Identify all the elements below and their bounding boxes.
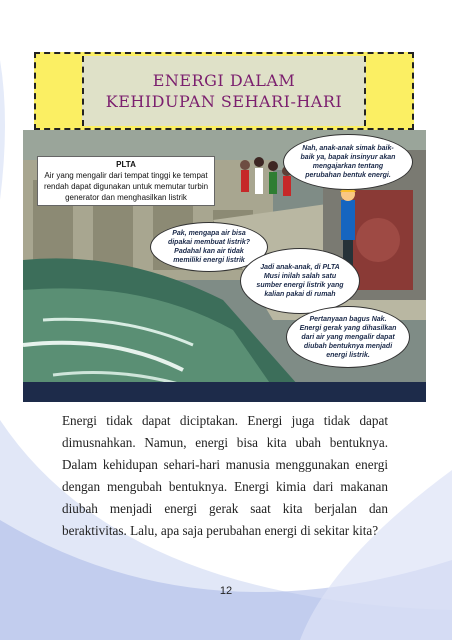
plta-info-box — [37, 156, 215, 206]
title-inner-panel — [82, 56, 366, 126]
plta-info-heading: PLTA — [116, 160, 136, 169]
title-line-1: ENERGI DALAM — [152, 71, 296, 90]
speech-bubble-engineer-plta: Jadi anak-anak, di PLTA Musi inilah salah satu sumber energi listrik yang kalian pakai di rumah — [240, 248, 360, 314]
body-paragraph: Energi tidak dapat diciptakan. Energi juga tidak dapat dimusnahkan. Namun, energi bisa kita ubah bentuknya. Dalam kehidupan sehari-hari manusia menggunakan energi dengan mengubah bentuknya. Energi kimia dari makanan diubah menjadi energi gerak saat kita berjalan dan beraktivitas. Lalu, apa saja perubahan energi di sekitar kita? — [62, 413, 388, 538]
speech-bubble-engineer-answer: Pertanyaan bagus Nak. Energi gerak yang dihasilkan dari air yang mengalir dapat diubah bentuknya menjadi energi listrik. — [286, 306, 410, 368]
page-number: 12 — [219, 585, 233, 597]
title-banner — [34, 52, 414, 130]
speech-bubble-child-question: Pak, mengapa air bisa dipakai membuat listrik? Padahal kan air tidak memiliki energi listrik — [150, 222, 268, 272]
plta-info-text: Air yang mengalir dari tempat tinggi ke tempat rendah dapat digunakan untuk memutar turbin generator dan menghasilkan listrik — [43, 171, 209, 202]
title-line-2: KEHIDUPAN SEHARI-HARI — [105, 92, 343, 111]
speech-bubble-engineer-intro: Nah, anak-anak simak baik-baik ya, bapak insinyur akan mengajarkan tentang perubahan bentuk energi. — [283, 134, 413, 190]
